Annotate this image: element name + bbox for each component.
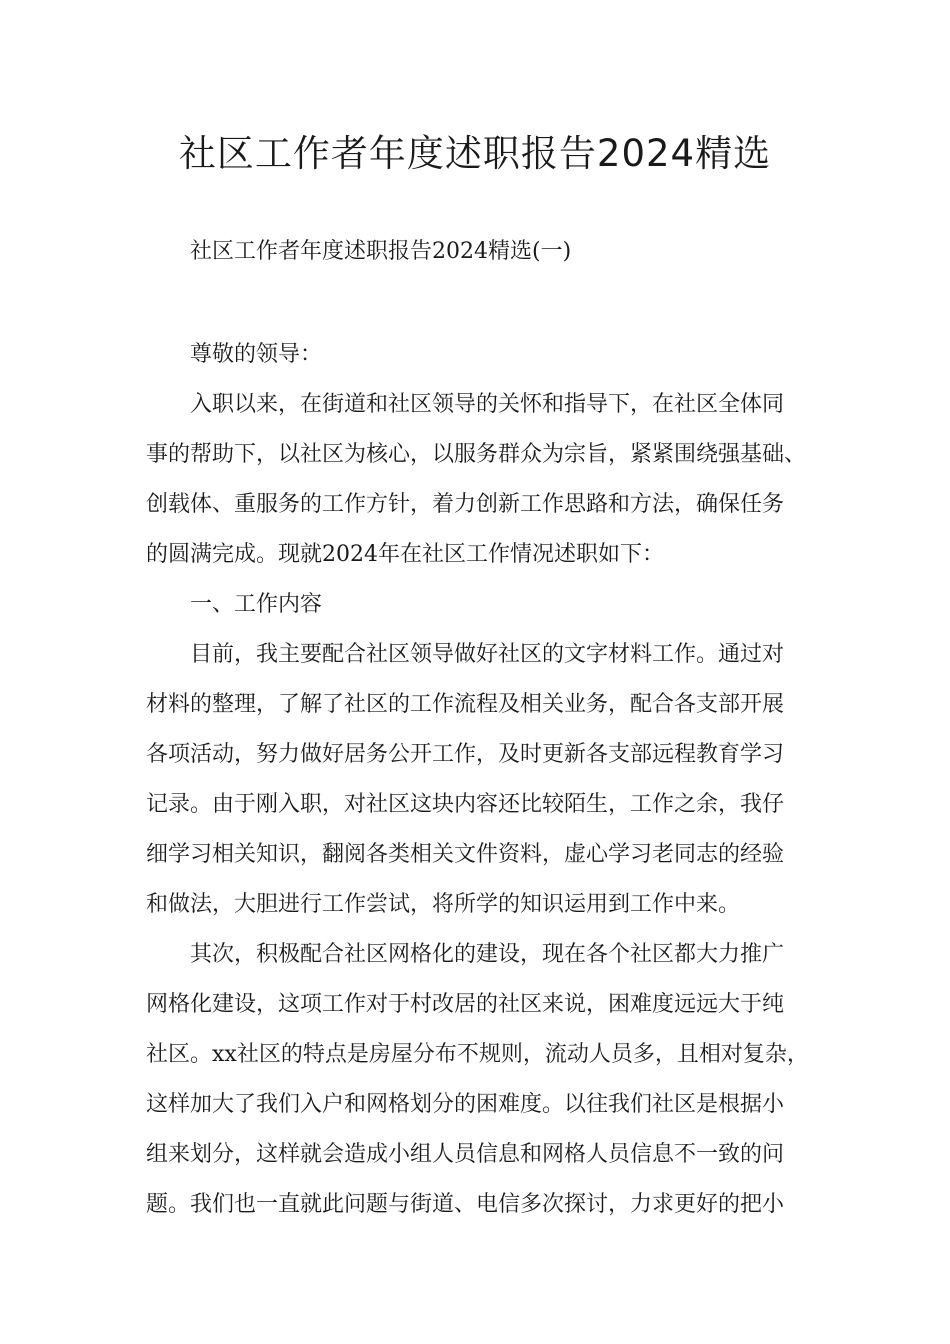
text-line: 和做法，大胆进行工作尝试，将所学的知识运用到工作中来。	[146, 892, 741, 917]
text-line: 组来划分，这样就会造成小组人员信息和网格人员信息不一致的问	[146, 1142, 785, 1167]
text-line: 社区。xx社区的特点是房屋分布不规则，流动人员多，且相对复杂，	[146, 1042, 809, 1067]
text-line: 尊敬的领导：	[190, 342, 323, 367]
text-line: 细学习相关知识，翻阅各类相关文件资料，虚心学习老同志的经验	[146, 842, 785, 867]
text-line: 一、工作内容	[190, 592, 323, 617]
text-line: 材料的整理，了解了社区的工作流程及相关业务，配合各支部开展	[146, 692, 785, 717]
text-line: 题。我们也一直就此问题与街道、电信多次探讨，力求更好的把小	[146, 1192, 785, 1217]
document-title: 社区工作者年度述职报告2024精选	[178, 132, 772, 175]
text-line: 这样加大了我们入户和网格划分的困难度。以往我们社区是根据小	[146, 1092, 785, 1117]
text-line: 其次，积极配合社区网格化的建设，现在各个社区都大力推广	[190, 942, 785, 967]
text-line: 记录。由于刚入职，对社区这块内容还比较陌生，工作之余，我仔	[146, 792, 785, 817]
text-line: 创载体、重服务的工作方针，着力创新工作思路和方法，确保任务	[146, 492, 785, 517]
text-line: 的圆满完成。现就2024年在社区工作情况述职如下：	[146, 542, 664, 567]
document-body	[146, 330, 826, 1230]
text-line: 目前，我主要配合社区领导做好社区的文字材料工作。通过对	[190, 642, 785, 667]
text-line: 各项活动，努力做好居务公开工作，及时更新各支部远程教育学习	[146, 742, 785, 767]
document-subtitle: 社区工作者年度述职报告2024精选(一)	[190, 239, 572, 264]
text-line: 网格化建设，这项工作对于村改居的社区来说，困难度远远大于纯	[146, 992, 785, 1017]
text-line: 事的帮助下，以社区为核心，以服务群众为宗旨，紧紧围绕强基础、	[146, 442, 807, 467]
text-line: 入职以来，在街道和社区领导的关怀和指导下，在社区全体同	[190, 392, 785, 417]
